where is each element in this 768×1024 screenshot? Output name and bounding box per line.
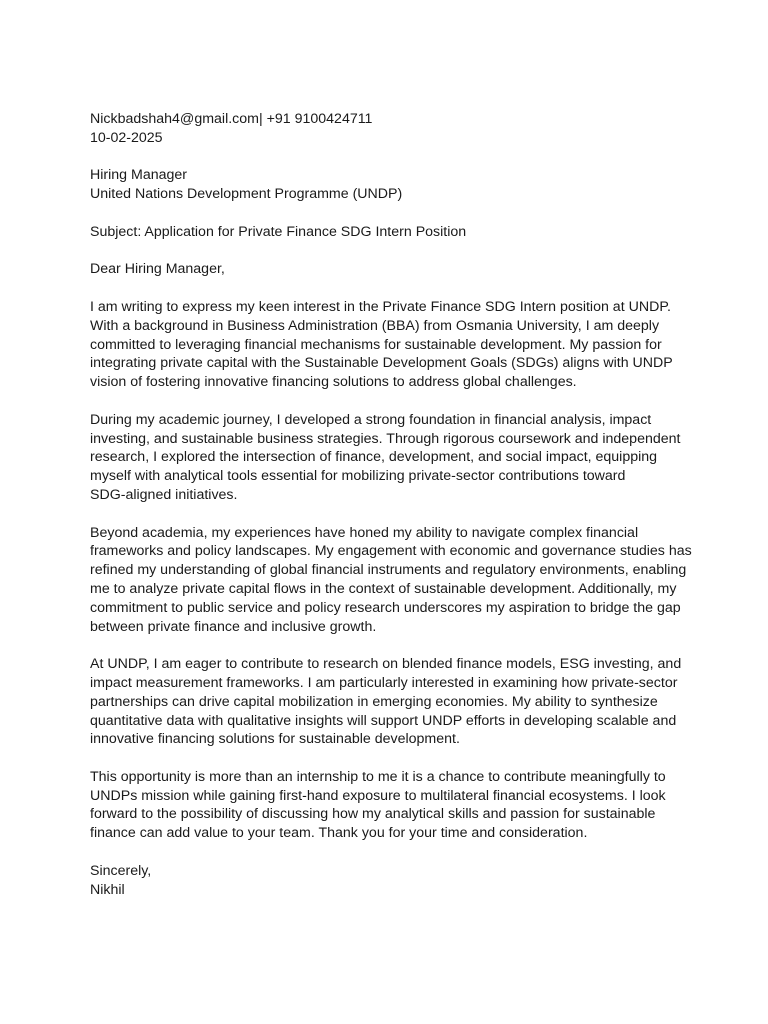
body-paragraph <box>90 655 680 749</box>
paragraph-line: frameworks and policy landscapes. My engagement with economic and governance studies has <box>90 543 692 560</box>
paragraph-line: finance can add value to your team. Thank you for your time and consideration. <box>90 825 588 842</box>
salutation-block <box>90 260 680 279</box>
subject-line: Subject: Application for Private Finance SDG Intern Position <box>90 223 467 240</box>
paragraph-line: impact measurement frameworks. I am particularly interested in examining how private-sector <box>90 674 678 691</box>
letter-page <box>90 110 692 918</box>
paragraph-line: refined my understanding of global financial instruments and regulatory environments, enabling <box>90 562 687 579</box>
paragraph-line: At UNDP, I am eager to contribute to research on blended finance models, ESG investing, and <box>90 656 682 673</box>
paragraph-line: investing, and sustainable business strategies. Through rigorous coursework and independent <box>90 430 681 447</box>
paragraph-line: commitment to public service and policy research underscores my aspiration to bridge the gap <box>90 599 681 616</box>
body-paragraph <box>90 524 692 637</box>
closing-block <box>90 862 680 900</box>
recipient-title: Hiring Manager <box>90 167 187 184</box>
contact-line: Nickbadshah4@gmail.com| +91 9100424711 <box>90 111 373 127</box>
subject-block <box>90 223 680 242</box>
contact-block <box>90 110 680 148</box>
paragraph-line: This opportunity is more than an internship to me it is a chance to contribute meaningfully to <box>90 768 666 785</box>
paragraph-line: vision of fostering innovative financing solutions to address global challenges. <box>90 374 577 391</box>
signer-name: Nikhil <box>90 881 125 898</box>
paragraph-line: research, I explored the intersection of finance, development, and social impact, equipping <box>90 449 658 466</box>
body-paragraph <box>90 411 680 505</box>
paragraph-line: me to analyze private capital flows in the context of sustainable development. Additionally, my <box>90 580 677 597</box>
body-paragraph <box>90 298 680 392</box>
body-paragraph <box>90 768 680 843</box>
paragraph-line: SDG-aligned initiatives. <box>90 486 238 503</box>
recipient-block <box>90 166 680 204</box>
paragraph-line: With a background in Business Administration (BBA) from Osmania University, I am deeply <box>90 317 660 334</box>
paragraph-line: UNDPs mission while gaining first-hand exposure to multilateral financial ecosystems. I look <box>90 787 666 804</box>
paragraph-line: forward to the possibility of discussing how my analytical skills and passion for sustainable <box>90 806 656 823</box>
paragraph-line: myself with analytical tools essential for mobilizing private-sector contributions toward <box>90 468 626 485</box>
paragraph-line: quantitative data with qualitative insights will support UNDP efforts in developing scalable and <box>90 712 677 729</box>
paragraph-line: During my academic journey, I developed a strong foundation in financial analysis, impact <box>90 411 652 428</box>
paragraph-line: I am writing to express my keen interest in the Private Finance SDG Intern position at UNDP. <box>90 298 671 315</box>
paragraph-line: partnerships can drive capital mobilization in emerging economies. My ability to synthesize <box>90 693 658 710</box>
paragraph-line: Beyond academia, my experiences have honed my ability to navigate complex financial <box>90 524 639 541</box>
salutation: Dear Hiring Manager, <box>90 261 225 278</box>
paragraph-line: integrating private capital with the Sustainable Development Goals (SDGs) aligns with UNDP <box>90 355 673 372</box>
paragraph-line: committed to leveraging financial mechanisms for sustainable development. My passion for <box>90 336 662 353</box>
paragraph-line: innovative financing solutions for sustainable development. <box>90 731 460 748</box>
sign-off: Sincerely, <box>90 862 152 879</box>
letter-date: 10-02-2025 <box>90 129 163 146</box>
letter-body <box>90 298 692 843</box>
recipient-organization: United Nations Development Programme (UNDP) <box>90 186 403 203</box>
paragraph-line: between private finance and inclusive growth. <box>90 618 377 635</box>
